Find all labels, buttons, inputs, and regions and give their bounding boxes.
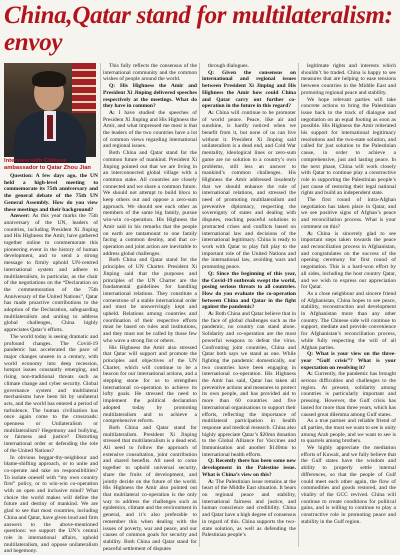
- article-paragraph: [103, 345, 197, 425]
- question-label: Q:: [208, 69, 222, 76]
- paragraph-text: As a close neighbour and sincere friend of Afghanistan, China hopes to see peace, stability, reconstruction and development in Afghanistan more than any other country. The Chinese side will continue to support, mediate and provide convenience for Afghanistan’s reconciliation process, while fully respecting the will of all Afghan parties.: [301, 290, 396, 351]
- question-label: Q:: [208, 270, 217, 277]
- paragraph-text: Both China and Qatar stand for multilateralism. President Xi Jinping stressed that multilateralism is a dead end. All need to follow the approach of extensive consultation, joint contribution and shared benefits. All need to come together to uphold universal security, share the fruits of development, and jointly decide on the future of the world. His Highness the Amir also pointed out that multilateral co-operation is the only way to address the challenges such as epidemics, climate and the environment in general, and it’s also preferable to remember this when dealing with the issues of poverty, war and peace, and our causes of common goals for security and stability. Both China and Qatar stand for peaceful settlement of disputes: [103, 424, 197, 552]
- article-paragraph: [4, 334, 98, 455]
- answer-label: A:: [307, 371, 315, 378]
- question-text: Since the beginning of this year, the Covid-19 outbreak swept the world, posing serious threats to all countries. How do you evaluate the co-operation between China and Qatar in the fight against the pandemic?: [202, 270, 296, 311]
- paragraph-text: As a true partner and reliable friend of all parties, the most we want to see is unity among Arab people, and we want to see is to quarrels among brothers.: [301, 418, 396, 445]
- answer-label: A:: [208, 311, 216, 318]
- article-column-1: [4, 173, 99, 555]
- paragraph-text: We hope relevant parties will take concrete actions to bring the Palestinian issue back to the track of dialogue and negotiation on an equal footing as soon as possible. His Highness the Amir reiterated his support for international legitimacy resolutions and the two-state solution, and called for just solution to the Palestinian cause, in order to achieve a comprehensive, just and lasting peace. In the next phase, China will work closely with Qatar to continue play a constructive role in supporting the Palestinian people’s just cause of restoring their legal national rights and build an independent state.: [301, 96, 396, 197]
- article-paragraph: [103, 83, 197, 110]
- paragraph-text: The first round of intra-Afghan negotiation has taken place in Qatar, and we see positive signs of Afghan’s peace and reconciliation process. What is your comment on this?: [301, 197, 396, 230]
- paragraph-text: As this year marks the 75th anniversary of the UN, leaders of countries, including President Xi Jinping and His Highness the Amir, have gathered together online to commemorate this pioneering event in the history of human development, and to send a strong message to firmly uphold UN-centred international system and adhere to multilateralism, in particular, as the chair of the negotiations on the “Declaration on the commemoration of the 75th Anniversary of the United Nations”, Qatar has made proactive contributions to the adoption of the Declaration, safeguarding multilateralism and uniting to address global challenges, China highly appreciates Qatar’s efforts.: [4, 213, 99, 334]
- paragraph-text: China will continue to be promoter of world peace. Peace, like air and sunshine, is hardly noticed when we benefit from it, but none of us can live without it. President Xi Jinping said unilateralism is a dead end, and Cold War mentality, ideological lines or zero-sum game are no solution to a country’s own problems, still less an answer to mankind’s common challenges. His Highness the Amir addressed insolently that we should enhance the rule of international relations, and stressed the need of promoting multilateralism and preventive diplomacy, respecting the sovereignty of states and dealing with disputes, reaching peaceful solutions to protracted crises and conflicts based on international law and decisions of the international legitimacy. China is ready to work with Qatar to play full play to the important role of the United Nations and the international law, avoiding wars and promoting peace.: [202, 109, 296, 271]
- answer-label: Answer:: [10, 213, 33, 220]
- answer-label: A:: [208, 109, 216, 116]
- flag-backdrop: [72, 63, 96, 113]
- paragraph-text: Both China and Qatar stand for the common future of mankind. President Xi Jinping pointed out that we are living in an interconnected global village with a common stake. All countries are closely connected and we share a common future. We should not attempt to build blocs to keep others out and oppose a zero-sum approach. We should see each other as members of the same big family, pursue win-win co-operation. His Highness the Amir said in his remarks that the people on earth are tantamount to one family facing a common destiny, and that co-operation and joint action are inevitable to address global challenges.: [103, 150, 197, 257]
- article-paragraph: [202, 311, 296, 458]
- article-paragraph: [301, 97, 396, 198]
- photo-caption: Interview with Chinese ambassador to Qatar Zhou Jian: [4, 158, 91, 171]
- answer-label: A:: [109, 109, 119, 116]
- question-text: What is your view on the three-year “Gulf crisis”? What is your expectation on resolving it?: [301, 351, 396, 371]
- photo-tie: [47, 115, 53, 139]
- article-paragraph: [103, 63, 197, 83]
- article-paragraph: [202, 70, 296, 110]
- paragraph-text: legitimate rights and interests which shouldn’t be traded. China is happy to see measures that are helping to ease tensions between countries in the Middle East and promoting regional peace and stability.: [301, 63, 396, 96]
- paragraph-text: This fully reflects the consensus of the international community and the common wishes of people around the world.: [103, 63, 197, 83]
- article-paragraph: [4, 455, 98, 555]
- question-label: Q:: [208, 458, 216, 465]
- question-text: Given the consensus on international and regional issues between President Xi Jinping and His Highness the Amir how could China and Qatar carry out further co-operation in the future in this regard?: [202, 69, 296, 110]
- article-column-3: [202, 63, 296, 547]
- paragraph-text: His Highness the Amir also stressed that Qatar will support and promote the principles and objectives of the UN Charter, which will continue to be a beacon for our international actions, and a stepping stone for us to strengthen international co-operation to achieve its lofty goals. He stressed the need to implement the political declaration adopted today by promoting multilateralism and to achieve a comprehensive reform.: [103, 344, 197, 425]
- paragraph-text: The Palestinian issue remains at the heart of the Middle East situation. It bears on regional peace and stability, international fairness and justice, and human conscience and credibility. China and Qatar have a high degree of consensus in regard of this. China supports the two-state solution, as well as defending the Palestinian people’s: [202, 478, 296, 539]
- article-paragraph: [103, 150, 197, 257]
- article-paragraph: [103, 110, 197, 150]
- article-paragraph: [4, 213, 98, 334]
- paragraph-text: China is sincerely glad to see important steps taken towards the peace and reconciliation process in Afghanistan, and congratulates on the success of the opening ceremony for first round of negotiation. This is a hard-won effort by all sides, including the host country Qatar, and we wish to express our appreciation for Qatar.: [301, 230, 396, 291]
- headline: China,Qatar stand for multilateralism: envoy: [4, 2, 393, 56]
- paragraph-text: In obvious beggar-thy-neighbour and blame-shifting approach, or to unite and co-operate and take on responsibilities? To isolate oneself with “my own country first” policy, or to win-win co-operation with an open and inclusive mind? What choice the world makes will define the future and destiny of mankind. We are glad to see that most countries, including China and Qatar, have given loud and firm answers to the above-mentioned questions: we support the UN’s central role in international affairs, uphold multilateralism, and oppose unilateralism and hegemony.: [4, 454, 98, 555]
- article-paragraph: [301, 197, 396, 231]
- column-divider: [298, 63, 299, 547]
- article-paragraph: [103, 257, 197, 344]
- article-paragraph: [301, 418, 396, 445]
- paragraph-text: Both China and Qatar stand for the principles of UN Charter. President Xi Jinping said that the purposes and principles of the UN Charter are the fundamental guidelines for handling international relations. They constitute a cornerstone of a stable international order and must be unswervingly kept and upheld. Relations among countries and coordination of their respective efforts must be based on rules and institutions, and they must not be called by those few who wave a strong fist or others.: [103, 257, 197, 344]
- question-label: Q:: [307, 351, 316, 358]
- article-paragraph: [202, 110, 296, 271]
- article-paragraph: [202, 271, 296, 311]
- paragraph-text: Currently, the pandemic has brought serious difficulties and challenges to the region. At present, solidarity among countries is particularly important and pressing. However, the Gulf crisis has lasted for more than three years, which has caused great dilemma among Gulf states.: [301, 371, 396, 418]
- paragraph-text: through dialogues.: [208, 63, 249, 69]
- article-paragraph: [301, 231, 396, 291]
- article-paragraph: [301, 291, 396, 351]
- article-paragraph: [103, 425, 197, 552]
- article-paragraph: [202, 479, 296, 539]
- article-paragraph: [301, 351, 396, 371]
- article-paragraph: [202, 63, 296, 70]
- question-label: Question:: [10, 173, 36, 179]
- ambassador-photo: [4, 63, 96, 157]
- paragraph-text: I have studied the speeches of President Xi Jinping and His Highness the Amir, and what impressed me most is that the leaders of the two countries have a lot of common views regarding international and regional issues.: [103, 109, 197, 150]
- question-text: Recently there has been some new development in the Palestine issue. What is China’s view on this?: [202, 458, 296, 478]
- photo-hair: [32, 71, 66, 87]
- article-paragraph: [301, 445, 396, 525]
- question-text: A few days ago, the UN held a high-level meeting to commemorate its 75th anniversary and the general debate of the 75th UN General Assembly. How do you view these meetings and their background?: [4, 173, 98, 213]
- paragraph-text: Both China and Qatar believe that in the face of global challenges such as the pandemic, no country can stand alone. Solidarity and co-operation are the most powerful weapons to defeat the virus. Confronting joint countries, China and Qatar both says we stand as one. While fighting the pandemic domestically, our two countries have been engaging in international co-operation. His Highness the Amir has said, Qatar has taken all preventive actions and measures to protect its own people, and has provided aid to more than 60 countries and five international organisations to support their efforts, reflecting the importance of multilateral participation in health response and medical research. China also highly appreciate Qatar’s $20mn donation to the Global Alliance for Vaccines and Immunisation and another $140mn to international health efforts.: [202, 311, 296, 458]
- article-column-4: [301, 63, 396, 547]
- column-divider: [199, 63, 200, 547]
- question-text: His Highness the Amir and President Xi Jinping delivered speeches respectively at the meetings. What do they have in common?: [103, 83, 197, 110]
- article-column-2: [103, 63, 197, 552]
- column-divider: [100, 63, 101, 547]
- article-paragraph: [4, 173, 98, 213]
- article-paragraph: [301, 63, 396, 97]
- answer-label: A:: [208, 478, 216, 485]
- paragraph-text: The world today is seeing dramatic and profound changes. The Covid-19 pandemic has accelerated the pace of major changes unseen in a century, with world economy into deep recession, hotspot issues constantly emerging, and rising non-traditional threats such as climate change and cyber security. Global governance system and multilateral mechanisms have been hit by unilateral acts, and the world has entered a period of turbulence. The human civilisation has once again come to the crossroads: openness or Unilateralism or multilateralism? Hegemony and bullying, or fairness and justice? Distorting international order or defending the role of the United Nations?: [4, 333, 98, 454]
- answer-label: A:: [307, 230, 318, 237]
- article-paragraph: [301, 371, 396, 418]
- article-paragraph: [202, 458, 296, 478]
- paragraph-text: We highly appreciate the mediation efforts of Kuwait, and we fully believe that the Gulf states have the wisdom and ability to properly settle internal differences, so that the people of Gulf could meet each other again, the flow of commodities and goods restored, and the vitality of the GCC revived. China will continue to create conditions for political gains, and is willing to continue to play a constructive role in promoting peace and stability in the Gulf region.: [301, 445, 396, 525]
- question-label: Q:: [109, 83, 120, 90]
